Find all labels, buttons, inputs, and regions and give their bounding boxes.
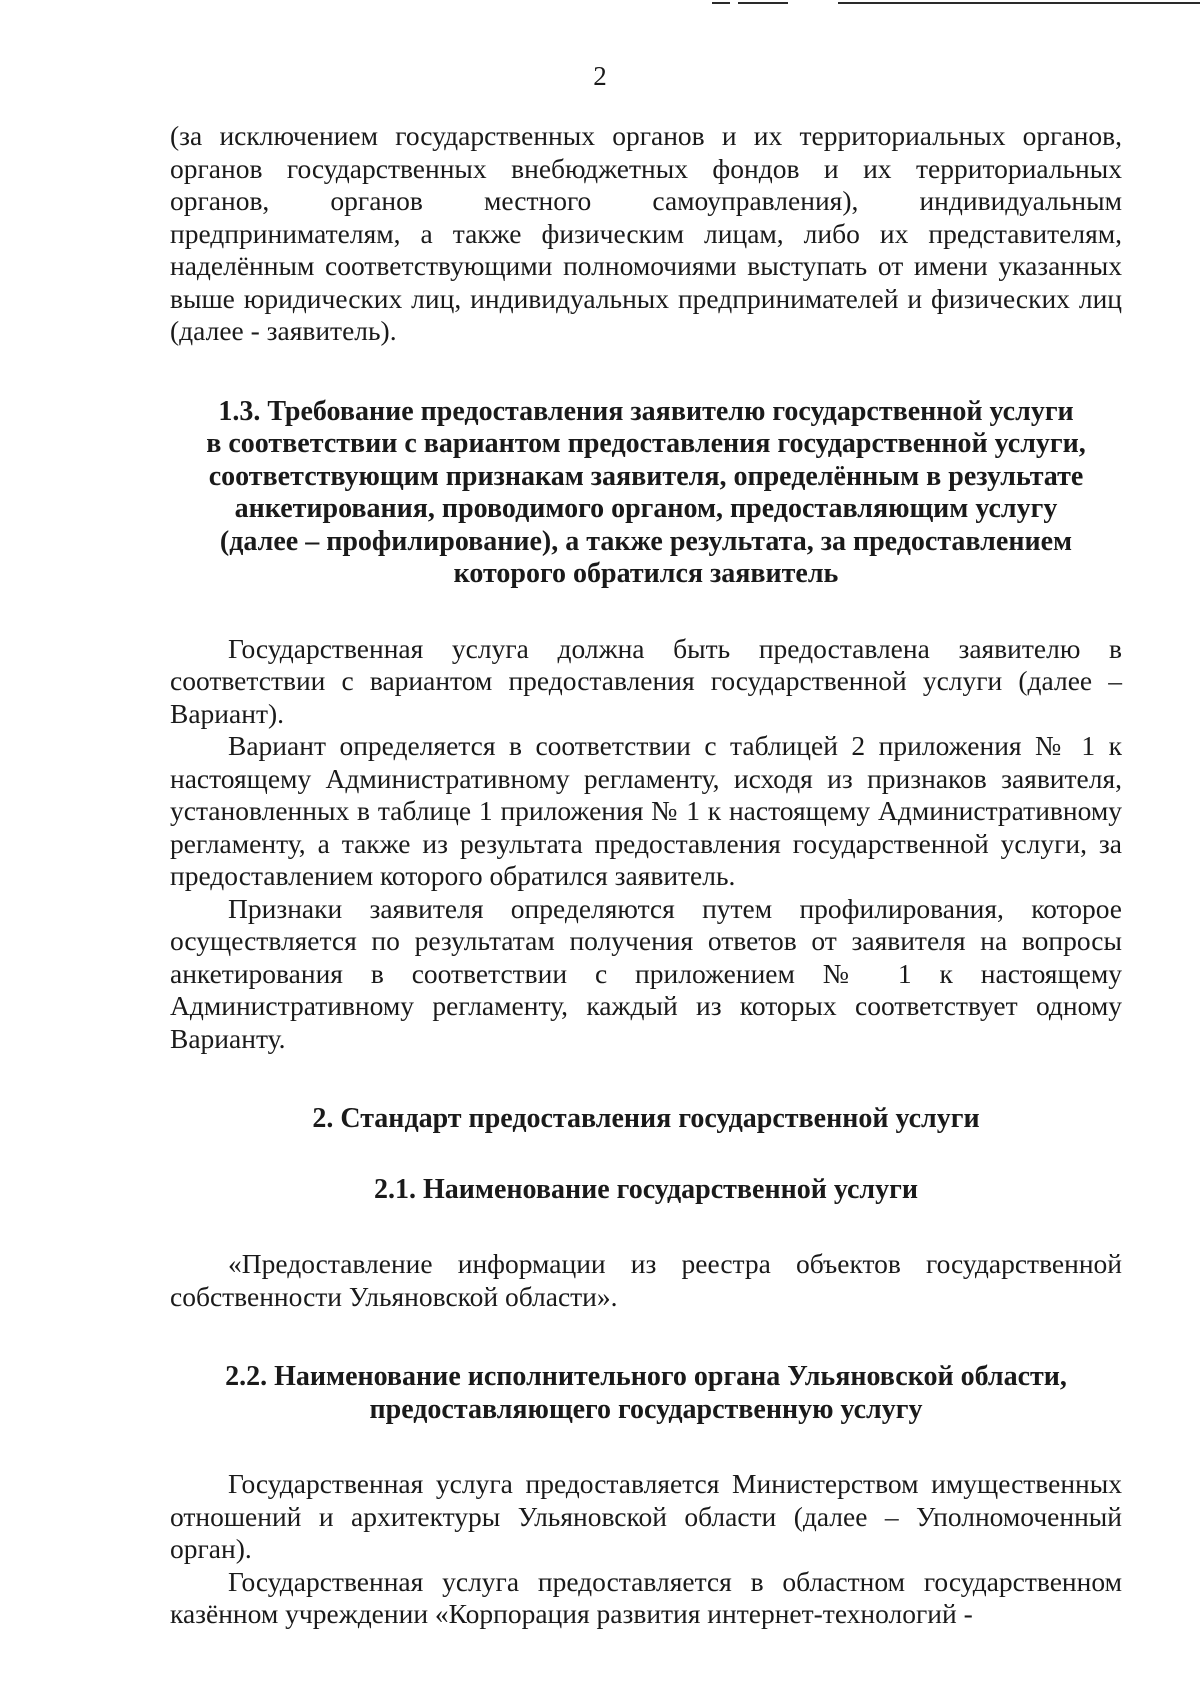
top-scan-rule (712, 2, 730, 4)
heading-line: предоставляющего государственную услугу (369, 1393, 923, 1425)
heading-line: 2.2. Наименование исполнительного органа Ульяновской области, (225, 1361, 1067, 1392)
top-scan-rule (738, 2, 788, 4)
section-2-heading: 2. Стандарт предоставления государственной услуги (312, 1103, 980, 1134)
page-number: 2 (593, 61, 607, 91)
heading-line: анкетирования, проводимого органом, предоставляющим услугу (234, 493, 1058, 524)
paragraph: Признаки заявителя определяются путем профилирования, которое осуществляется по результатам получения ответов от заявителя на вопросы анкетирования в соответствии с приложением № 1 к настоящему Административному регламенту, каждый из которых соответствует одному Варианту. (170, 892, 1122, 1054)
heading-line: (далее – профилирование), а также результата, за предоставлением (219, 525, 1073, 557)
paragraph: Государственная услуга предоставляется в областном государственном казённом учреждении «Корпорация развития интернет-технологий - (170, 1565, 1122, 1629)
section-2-2-heading (170, 1361, 1122, 1426)
document-body (170, 120, 1122, 1631)
paragraph: Государственная услуга должна быть предоставлена заявителю в соответствии с вариантом предоставления государственной услуги (далее – Вариант). (170, 632, 1122, 729)
section-2-1-heading: 2.1. Наименование государственной услуги (374, 1173, 918, 1205)
top-scan-rule (838, 2, 1200, 4)
paragraph: Вариант определяется в соответствии с таблицей 2 приложения № 1 к настоящему Административному регламенту, исходя из признаков заявителя, установленных в таблице 1 приложения № 1 к настоящему Административному регламенту, а также из результата предоставления государственной услуги, за предоставлением которого обратился заявитель. (170, 730, 1122, 891)
section-1-3-heading (170, 396, 1122, 591)
paragraph: Государственная услуга предоставляется Министерством имущественных отношений и архитектуры Ульяновской области (далее – Уполномоченный орган). (170, 1468, 1122, 1564)
paragraph-intro: (за исключением государственных органов и их территориальных органов, органов государственных внебюджетных фондов и их территориальных органов, органов местного самоуправления), индивидуальным предпринимателям, а также физическим лицам, либо их представителям, наделённым соответствующими полномочиями выступать от имени указанных выше юридических лиц, индивидуальных предпринимателей и физических лиц (далее - заявитель). (170, 120, 1122, 346)
heading-line: в соответствии с вариантом предоставления государственной услуги, (206, 428, 1086, 459)
heading-line: 1.3. Требование предоставления заявителю государственной услуги (218, 395, 1074, 427)
heading-line: соответствующим признакам заявителя, определённым в результате (208, 460, 1084, 492)
paragraph: «Предоставление информации из реестра объектов государственной собственности Ульяновской области». (170, 1248, 1122, 1312)
heading-line: которого обратился заявитель (453, 558, 839, 589)
